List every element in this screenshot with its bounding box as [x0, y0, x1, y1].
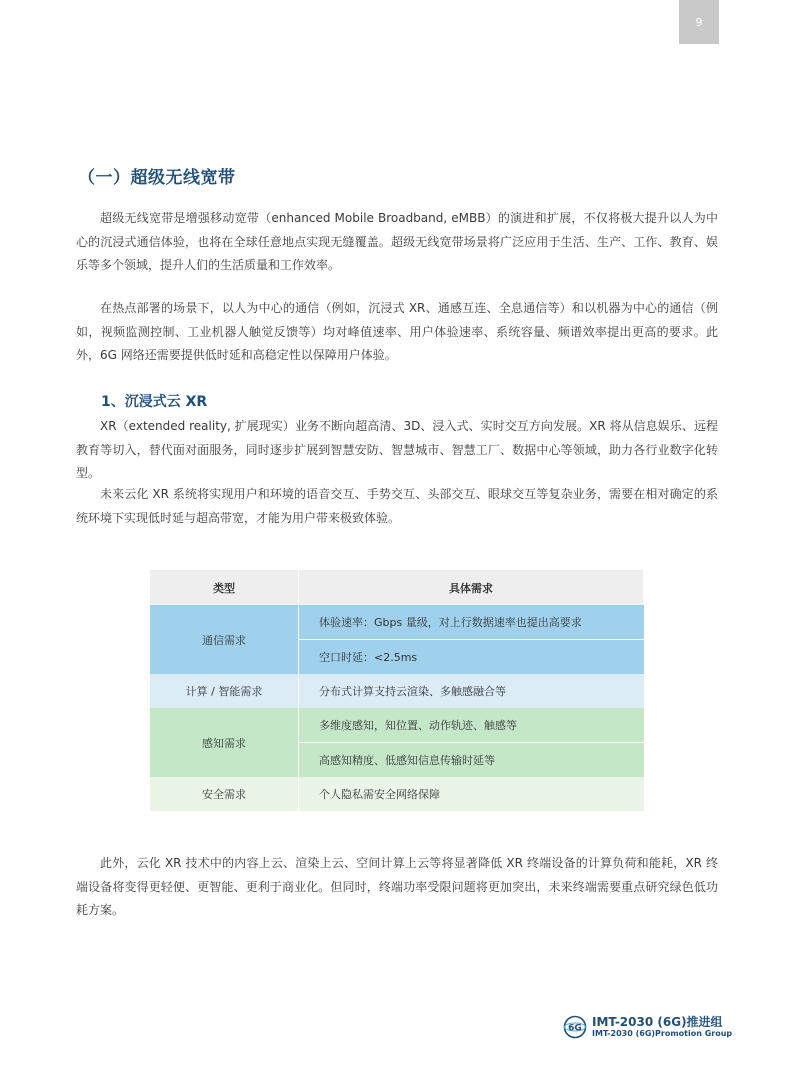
intro-paragraph-1: 超级无线宽带是增强移动宽带（enhanced Mobile Broadband, eMBB）的演进和扩展，不仅将极大提升以人为中心的沉浸式通信体验，也将在全球任意地点实现无缝覆盖。超级无线宽带场景将广泛应用于生活、生产、工作、教育、娱乐等多个领域，提升人们的生活质量和工作效率。	[76, 211, 718, 272]
table-row	[150, 605, 644, 640]
detail-cell: 分布式计算支持云渲染、多触感融合等	[299, 674, 644, 708]
xr-paragraph-1: XR（extended reality, 扩展现实）业务不断向超高清、3D、浸入式、实时交互方向发展。XR 将从信息娱乐、远程教育等切入，替代面对面服务，同时逐步扩展到智慧安防、智慧城市、智慧工厂、数据中心等领域，助力各行业数字化转型。	[76, 419, 718, 480]
globe-icon	[563, 1015, 587, 1039]
table-row	[150, 674, 644, 708]
section-title: （一）超级无线宽带	[78, 168, 236, 188]
category-cell: 安全需求	[150, 777, 299, 811]
table-row	[150, 708, 644, 743]
category-cell: 计算 / 智能需求	[150, 674, 299, 708]
category-cell: 通信需求	[150, 605, 299, 674]
table-header-detail: 具体需求	[299, 570, 644, 605]
detail-cell: 空口时延：<2.5ms	[299, 640, 644, 675]
intro-paragraph-2: 在热点部署的场景下，以人为中心的通信（例如，沉浸式 XR、通感互连、全息通信等）和以机器为中心的通信（例如，视频监测控制、工业机器人触觉反馈等）均对峰值速率、用户体验速率、系统容量、频谱效率提出更高的要求。此外，6G 网络还需要提供低时延和高稳定性以保障用户体验。	[76, 301, 718, 362]
xr-paragraph-2: 未来云化 XR 系统将实现用户和环境的语音交互、手势交互、头部交互、眼球交互等复杂业务，需要在相对确定的系统环境下实现低时延与超高带宽，才能为用户带来极致体验。	[76, 487, 718, 525]
detail-cell: 多维度感知，知位置、动作轨迹、触感等	[299, 708, 644, 743]
logo-text: 6G	[568, 1023, 582, 1034]
footer-logo	[563, 1015, 732, 1039]
subsection-title: 1、沉浸式云 XR	[101, 394, 208, 410]
closing-paragraph: 此外，云化 XR 技术中的内容上云、渲染上云、空间计算上云等将显著降低 XR 终端设备的计算负荷和能耗，XR 终端设备将变得更轻便、更智能、更利于商业化。但同时，终端功率受限问题将更加突出，未来终端需要重点研究绿色低功耗方案。	[76, 856, 718, 917]
table-header-type: 类型	[150, 570, 299, 605]
requirements-table	[150, 570, 644, 811]
category-cell: 感知需求	[150, 708, 299, 777]
page-number: 9	[679, 0, 719, 44]
org-name: IMT-2030 (6G)推进组	[592, 1015, 723, 1029]
detail-cell: 高感知精度、低感知信息传输时延等	[299, 743, 644, 778]
detail-cell: 个人隐私需安全网络保障	[299, 777, 644, 811]
org-name-en: IMT-2030 (6G)Promotion Group	[592, 1029, 733, 1038]
table-row	[150, 777, 644, 811]
detail-cell: 体验速率：Gbps 量级，对上行数据速率也提出高要求	[299, 605, 644, 640]
